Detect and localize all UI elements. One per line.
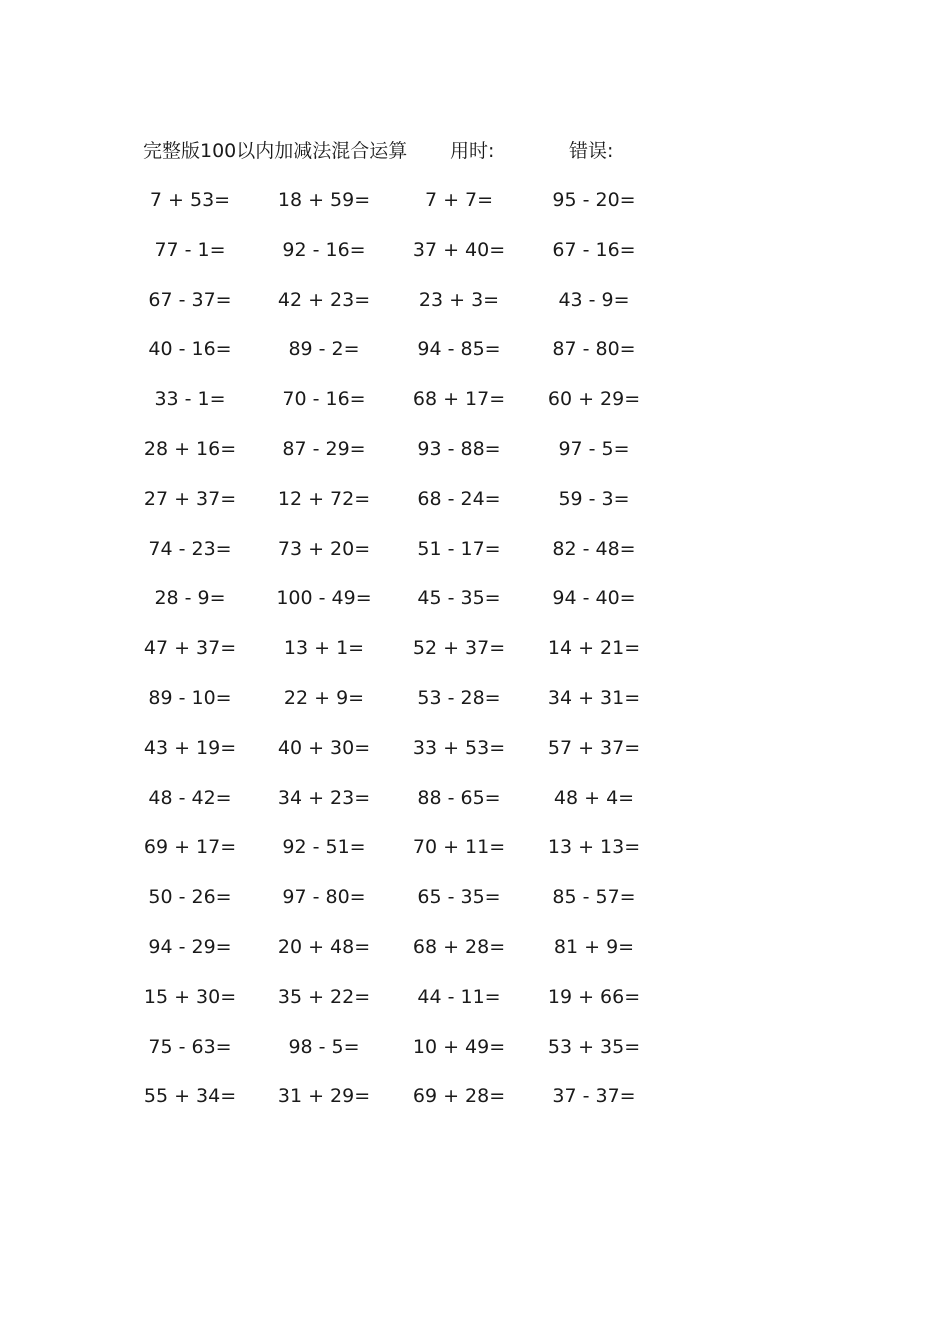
problem-cell: 40 + 30= (277, 736, 371, 759)
problem-cell: 81 + 9= (553, 935, 635, 958)
problem-cell: 20 + 48= (277, 935, 371, 958)
problem-cell: 94 - 29= (148, 935, 232, 958)
problem-cell: 13 + 13= (547, 836, 641, 859)
problem-cell: 15 + 30= (143, 985, 237, 1008)
problem-cell: 82 - 48= (552, 537, 636, 560)
problem-cell: 93 - 88= (417, 437, 501, 460)
problem-cell: 97 - 80= (282, 886, 366, 909)
problem-cell: 94 - 40= (552, 587, 636, 610)
problem-cell: 92 - 16= (282, 238, 366, 261)
problem-cell: 14 + 21= (547, 637, 641, 660)
problem-cell: 70 + 11= (412, 836, 506, 859)
problem-cell: 68 - 24= (417, 487, 501, 510)
problem-cell: 97 - 5= (558, 437, 630, 460)
problem-cell: 52 + 37= (412, 637, 506, 660)
problem-cell: 23 + 3= (418, 288, 500, 311)
problem-cell: 67 - 37= (148, 288, 232, 311)
problem-cell: 37 - 37= (552, 1085, 636, 1108)
problem-cell: 51 - 17= (417, 537, 501, 560)
problem-cell: 89 - 10= (148, 686, 232, 709)
problem-cell: 31 + 29= (277, 1085, 371, 1108)
problem-cell: 70 - 16= (282, 388, 366, 411)
problem-cell: 95 - 20= (552, 189, 636, 211)
problem-cell: 7 + 53= (149, 189, 231, 211)
problem-cell: 42 + 23= (277, 288, 371, 311)
problem-cell: 77 - 1= (154, 238, 226, 261)
problem-cell: 33 - 1= (154, 388, 226, 411)
problem-cell: 68 + 17= (412, 388, 506, 411)
problem-cell: 40 - 16= (148, 338, 232, 361)
problem-cell: 87 - 80= (552, 338, 636, 361)
problem-cell: 50 - 26= (148, 886, 232, 909)
worksheet-header (143, 137, 663, 165)
problem-cell: 69 + 17= (143, 836, 237, 859)
problem-row (130, 683, 670, 733)
problem-row (130, 384, 670, 434)
problem-cell: 68 + 28= (412, 935, 506, 958)
problem-cell: 35 + 22= (277, 985, 371, 1008)
problem-cell: 12 + 72= (277, 487, 371, 510)
problem-row (130, 882, 670, 932)
problem-cell: 44 - 11= (417, 985, 501, 1008)
problem-cell: 94 - 85= (417, 338, 501, 361)
worksheet-title: 完整版100以内加减法混合运算 (143, 140, 408, 162)
problem-cell: 53 - 28= (417, 686, 501, 709)
problem-row (130, 832, 670, 882)
error-label: 错误: (569, 140, 614, 162)
problem-row (130, 434, 670, 484)
problem-row (130, 583, 670, 633)
problem-row (130, 235, 670, 285)
problem-cell: 59 - 3= (558, 487, 630, 510)
problem-cell: 92 - 51= (282, 836, 366, 859)
problem-cell: 60 + 29= (547, 388, 641, 411)
problem-cell: 33 + 53= (412, 736, 506, 759)
problem-grid (130, 185, 670, 1131)
problem-cell: 19 + 66= (547, 985, 641, 1008)
problem-cell: 65 - 35= (417, 886, 501, 909)
problem-cell: 7 + 7= (424, 189, 494, 211)
problem-cell: 69 + 28= (412, 1085, 506, 1108)
problem-cell: 28 + 16= (143, 437, 237, 460)
problem-row (130, 334, 670, 384)
problem-cell: 74 - 23= (148, 537, 232, 560)
problem-cell: 73 + 20= (277, 537, 371, 560)
problem-row (130, 185, 670, 235)
problem-cell: 85 - 57= (552, 886, 636, 909)
problem-row (130, 932, 670, 982)
problem-cell: 27 + 37= (143, 487, 237, 510)
problem-cell: 13 + 1= (283, 637, 365, 660)
problem-cell: 100 - 49= (276, 587, 372, 610)
time-label: 用时: (450, 140, 495, 162)
problem-cell: 89 - 2= (288, 338, 360, 361)
problem-cell: 87 - 29= (282, 437, 366, 460)
problem-cell: 18 + 59= (277, 189, 371, 211)
problem-cell: 55 + 34= (143, 1085, 237, 1108)
problem-cell: 28 - 9= (154, 587, 226, 610)
problem-cell: 48 + 4= (553, 786, 635, 809)
problem-cell: 22 + 9= (283, 686, 365, 709)
problem-row (130, 1032, 670, 1082)
problem-cell: 45 - 35= (417, 587, 501, 610)
problem-cell: 37 + 40= (412, 238, 506, 261)
problem-cell: 47 + 37= (143, 637, 237, 660)
problem-row (130, 982, 670, 1032)
problem-cell: 75 - 63= (148, 1035, 232, 1058)
problem-cell: 48 - 42= (148, 786, 232, 809)
problem-cell: 34 + 23= (277, 786, 371, 809)
problem-row (130, 484, 670, 534)
problem-row (130, 633, 670, 683)
problem-row (130, 733, 670, 783)
problem-cell: 57 + 37= (547, 736, 641, 759)
problem-cell: 43 + 19= (143, 736, 237, 759)
problem-row (130, 783, 670, 833)
problem-cell: 88 - 65= (417, 786, 501, 809)
problem-cell: 34 + 31= (547, 686, 641, 709)
problem-cell: 53 + 35= (547, 1035, 641, 1058)
problem-row (130, 534, 670, 584)
problem-cell: 98 - 5= (288, 1035, 360, 1058)
problem-cell: 43 - 9= (558, 288, 630, 311)
problem-cell: 10 + 49= (412, 1035, 506, 1058)
problem-cell: 67 - 16= (552, 238, 636, 261)
problem-row (130, 285, 670, 335)
problem-row (130, 1081, 670, 1131)
